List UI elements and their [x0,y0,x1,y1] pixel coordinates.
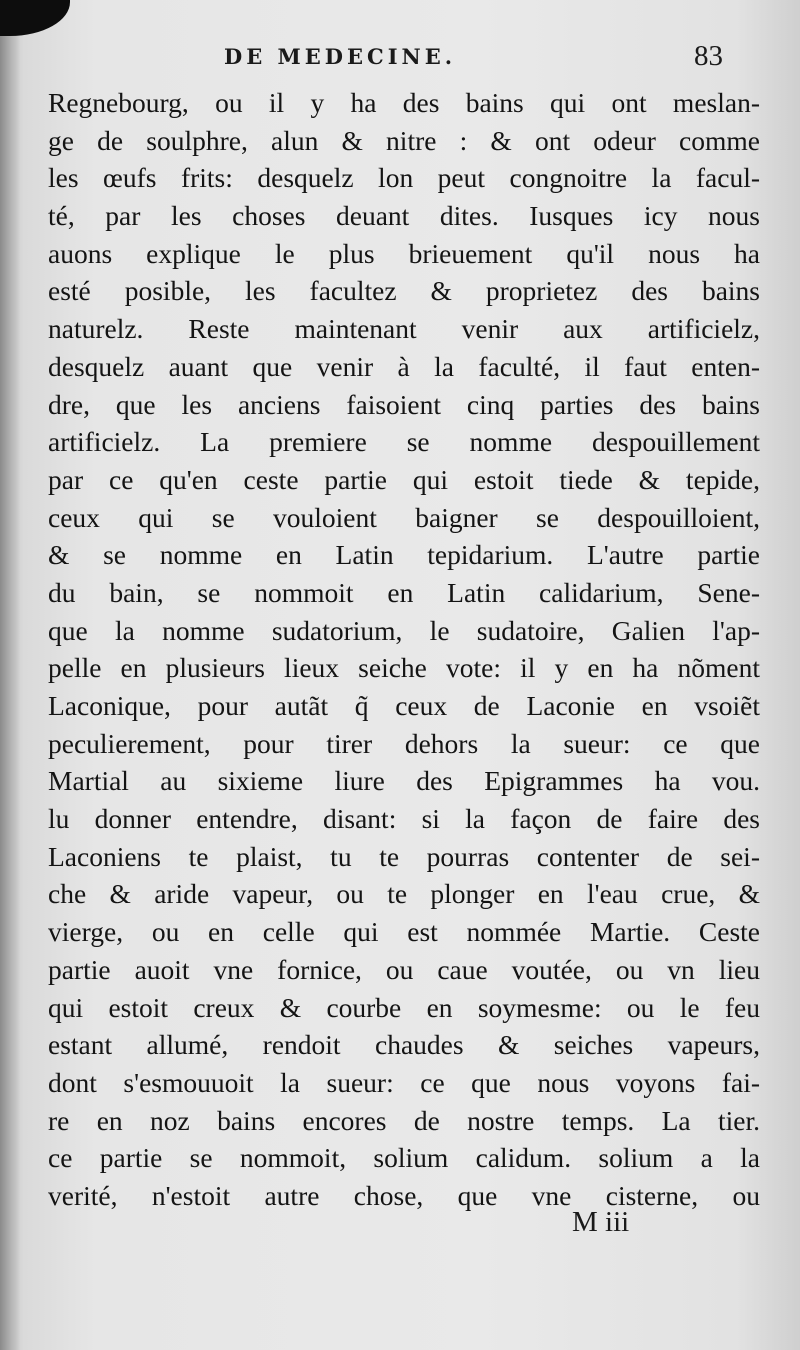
text-line: ge de soulphre, alun & nitre : & ont odeur comme [48,124,760,156]
text-line: Laconiens te plaist, tu te pourras contenter de sei- [48,840,760,872]
text-line: pelle en plusieurs lieux seiche vote: il y en ha nõment [48,652,760,684]
text-line: du bain, se nommoit en Latin calidarium, Sene- [48,576,760,608]
signature-mark: M iii [572,1206,630,1238]
text-line: verité, n'estoit autre chose, que vne cisterne, ou [48,1179,760,1211]
text-line: dre, que les anciens faisoient cinq parties des bains [48,388,760,420]
text-line: partie auoit vne fornice, ou caue voutée, ou vn lieu [48,953,760,985]
text-line: re en noz bains encores de nostre temps. La tier. [48,1104,760,1136]
text-line: artificielz. La premiere se nomme despouillement [48,426,760,458]
text-block [48,84,760,1215]
binding-shadow [0,0,20,1350]
text-line: ceux qui se vouloient baigner se despouilloient, [48,501,760,533]
ink-corner-blot [0,0,70,36]
text-line: naturelz. Reste maintenant venir aux artificielz, [48,313,760,345]
text-line: lu donner entendre, disant: si la façon de faire des [48,803,760,835]
page-number: 83 [694,40,723,72]
text-line: peculierement, pour tirer dehors la sueur: ce que [48,727,760,759]
text-line: Martial au sixieme liure des Epigrammes ha vou. [48,765,760,797]
text-line: vierge, ou en celle qui est nommée Martie. Ceste [48,916,760,948]
text-line: estant allumé, rendoit chaudes & seiches vapeurs, [48,1029,760,1061]
text-line: & se nomme en Latin tepidarium. L'autre partie [48,539,760,571]
text-line: ce partie se nommoit, solium calidum. solium a la [48,1142,760,1174]
text-line: dont s'esmouuoit la sueur: ce que nous voyons fai- [48,1066,760,1098]
running-head: DE MEDECINE. [224,44,457,69]
text-line: que la nomme sudatorium, le sudatoire, Galien l'ap- [48,614,760,646]
text-line: Laconique, pour autãt q̃ ceux de Laconie en vsoiẽt [48,690,760,721]
text-line: che & aride vapeur, ou te plonger en l'eau crue, & [48,878,760,910]
text-line: esté posible, les facultez & proprietez des bains [48,275,760,307]
text-line: auons explique le plus brieuement qu'il nous ha [48,237,760,269]
text-line: les œufs frits: desquelz lon peut congnoitre la facul- [48,162,760,194]
text-line: Regnebourg, ou il y ha des bains qui ont meslan- [48,87,760,118]
text-line: té, par les choses deuant dites. Iusques icy nous [48,200,760,232]
text-line: qui estoit creux & courbe en soymesme: ou le feu [48,991,760,1023]
text-line: par ce qu'en ceste partie qui estoit tiede & tepide, [48,463,760,495]
text-line: desquelz auant que venir à la faculté, il faut enten- [48,350,760,382]
